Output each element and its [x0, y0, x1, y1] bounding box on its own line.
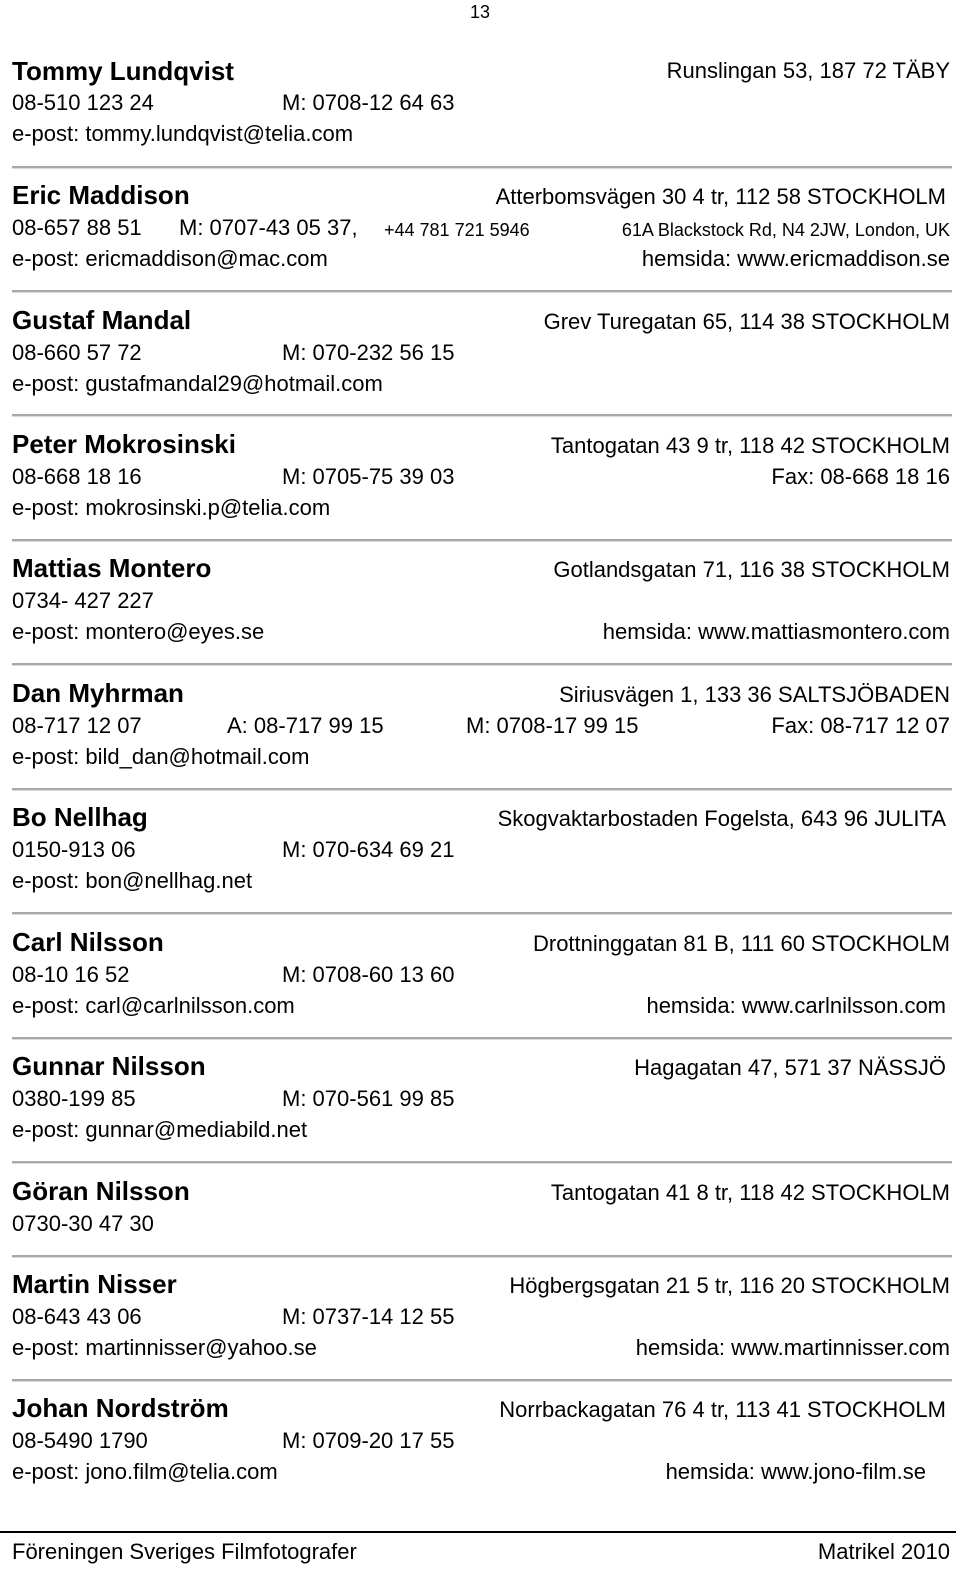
entry-mobile: M: 0708-17 99 15: [466, 713, 639, 738]
entry-phone: 0380-199 85: [12, 1086, 136, 1111]
entry-address: Siriusvägen 1, 133 36 SALTSJÖBADEN: [559, 682, 950, 707]
directory-entry: [12, 180, 950, 276]
entry-phone: 0734- 427 227: [12, 588, 154, 613]
entry-phone: 08-643 43 06: [12, 1304, 142, 1329]
directory-entry: [12, 1051, 950, 1147]
entry-address: Tantogatan 41 8 tr, 118 42 STOCKHOLM: [550, 1180, 950, 1205]
entry-email[interactable]: e-post: gunnar@mediabild.net: [12, 1117, 308, 1142]
entry-mobile: M: 0705-75 39 03: [282, 464, 455, 489]
entry-fax: Fax: 08-717 12 07: [771, 713, 950, 738]
entry-intl-phone: +44 781 721 5946: [384, 220, 530, 240]
entry-website[interactable]: hemsida: www.jono-film.se: [665, 1459, 926, 1484]
entry-separator: [12, 1161, 952, 1164]
entry-phone: 08-657 88 51: [12, 215, 142, 240]
entry-phone: 08-717 12 07: [12, 713, 142, 738]
entry-email[interactable]: e-post: mokrosinski.p@telia.com: [12, 495, 331, 520]
entry-separator: [12, 290, 952, 293]
entry-separator: [12, 1255, 952, 1258]
entry-phone: 08-5490 1790: [12, 1428, 148, 1453]
entry-mobile: M: 0709-20 17 55: [282, 1428, 455, 1453]
entry-address-secondary: 61A Blackstock Rd, N4 2JW, London, UK: [621, 220, 950, 240]
entry-separator: [12, 539, 952, 542]
footer-organization: Föreningen Sveriges Filmfotografer: [12, 1539, 357, 1564]
entry-phone: 08-660 57 72: [12, 340, 142, 365]
entry-mobile: M: 0708-12 64 63: [282, 90, 455, 115]
directory-entry: [12, 1269, 950, 1365]
entry-address: Drottninggatan 81 B, 111 60 STOCKHOLM: [532, 931, 950, 956]
entry-website[interactable]: hemsida: www.mattiasmontero.com: [602, 619, 950, 644]
entry-email[interactable]: e-post: martinnisser@yahoo.se: [12, 1335, 317, 1360]
directory-entry: [12, 1393, 950, 1489]
directory-entry: [12, 802, 950, 898]
directory-entry: [12, 927, 950, 1023]
directory-entry: [12, 678, 950, 774]
entry-separator: [12, 414, 952, 417]
entry-name: Gunnar Nilsson: [12, 1051, 206, 1081]
entry-mobile: M: 070-634 69 21: [282, 837, 455, 862]
entry-address: Grev Turegatan 65, 114 38 STOCKHOLM: [543, 309, 950, 334]
entry-email[interactable]: e-post: ericmaddison@mac.com: [12, 246, 328, 271]
entry-name: Mattias Montero: [12, 553, 212, 583]
directory-entry: [12, 1176, 950, 1240]
entry-mobile: M: 070-232 56 15: [282, 340, 455, 365]
entry-mobile: M: 0707-43 05 37,: [179, 215, 358, 240]
footer-publication: Matrikel 2010: [817, 1539, 950, 1564]
entry-address: Tantogatan 43 9 tr, 118 42 STOCKHOLM: [550, 433, 950, 458]
footer-rule: [0, 1531, 956, 1533]
entry-email[interactable]: e-post: carl@carlnilsson.com: [12, 993, 295, 1018]
entry-separator: [12, 1379, 952, 1382]
entry-alt-phone: A: 08-717 99 15: [227, 713, 384, 738]
entry-separator: [12, 1037, 952, 1040]
entry-website[interactable]: hemsida: www.martinnisser.com: [635, 1335, 950, 1360]
entry-email[interactable]: e-post: bild_dan@hotmail.com: [12, 744, 310, 769]
entry-email[interactable]: e-post: jono.film@telia.com: [12, 1459, 278, 1484]
directory-entry: [12, 429, 950, 525]
entry-address: Runslingan 53, 187 72 TÄBY: [666, 58, 950, 83]
entry-name: Dan Myhrman: [12, 678, 184, 708]
entry-address: Hagagatan 47, 571 37 NÄSSJÖ: [634, 1055, 946, 1080]
entry-email[interactable]: e-post: montero@eyes.se: [12, 619, 265, 644]
entry-name: Johan Nordström: [12, 1393, 229, 1423]
entry-separator: [12, 788, 952, 791]
entry-separator: [12, 166, 952, 169]
entry-address: Högbergsgatan 21 5 tr, 116 20 STOCKHOLM: [509, 1273, 950, 1298]
entry-email[interactable]: e-post: tommy.lundqvist@telia.com: [12, 121, 354, 146]
entry-mobile: M: 0737-14 12 55: [282, 1304, 455, 1329]
entry-name: Martin Nisser: [12, 1269, 177, 1299]
entry-phone: 08-510 123 24: [12, 90, 154, 115]
entry-name: Eric Maddison: [12, 180, 190, 210]
entry-phone: 08-668 18 16: [12, 464, 142, 489]
entry-separator: [12, 663, 952, 666]
entry-name: Tommy Lundqvist: [12, 56, 234, 86]
page-number: 13: [469, 2, 491, 22]
directory-entry: [12, 56, 950, 152]
entry-name: Göran Nilsson: [12, 1176, 190, 1206]
entry-address: Gotlandsgatan 71, 116 38 STOCKHOLM: [553, 557, 950, 582]
entry-phone: 08-10 16 52: [12, 962, 130, 987]
entry-fax: Fax: 08-668 18 16: [771, 464, 950, 489]
entry-address: Atterbomsvägen 30 4 tr, 112 58 STOCKHOLM: [495, 184, 946, 209]
entry-name: Bo Nellhag: [12, 802, 148, 832]
directory-entry: [12, 553, 950, 649]
entry-address: Norrbackagatan 76 4 tr, 113 41 STOCKHOLM: [499, 1397, 946, 1422]
entry-email[interactable]: e-post: bon@nellhag.net: [12, 868, 253, 893]
entry-phone: 0730-30 47 30: [12, 1211, 154, 1236]
entry-address: Skogvaktarbostaden Fogelsta, 643 96 JULITA: [497, 806, 946, 831]
entry-phone: 0150-913 06: [12, 837, 136, 862]
entry-name: Carl Nilsson: [12, 927, 164, 957]
entry-separator: [12, 912, 952, 915]
entry-name: Gustaf Mandal: [12, 305, 192, 335]
entry-website[interactable]: hemsida: www.carlnilsson.com: [646, 993, 946, 1018]
entry-mobile: M: 070-561 99 85: [282, 1086, 455, 1111]
entry-mobile: M: 0708-60 13 60: [282, 962, 455, 987]
entry-website[interactable]: hemsida: www.ericmaddison.se: [641, 246, 950, 271]
entry-name: Peter Mokrosinski: [12, 429, 236, 459]
directory-entry: [12, 305, 950, 401]
entry-email[interactable]: e-post: gustafmandal29@hotmail.com: [12, 371, 383, 396]
